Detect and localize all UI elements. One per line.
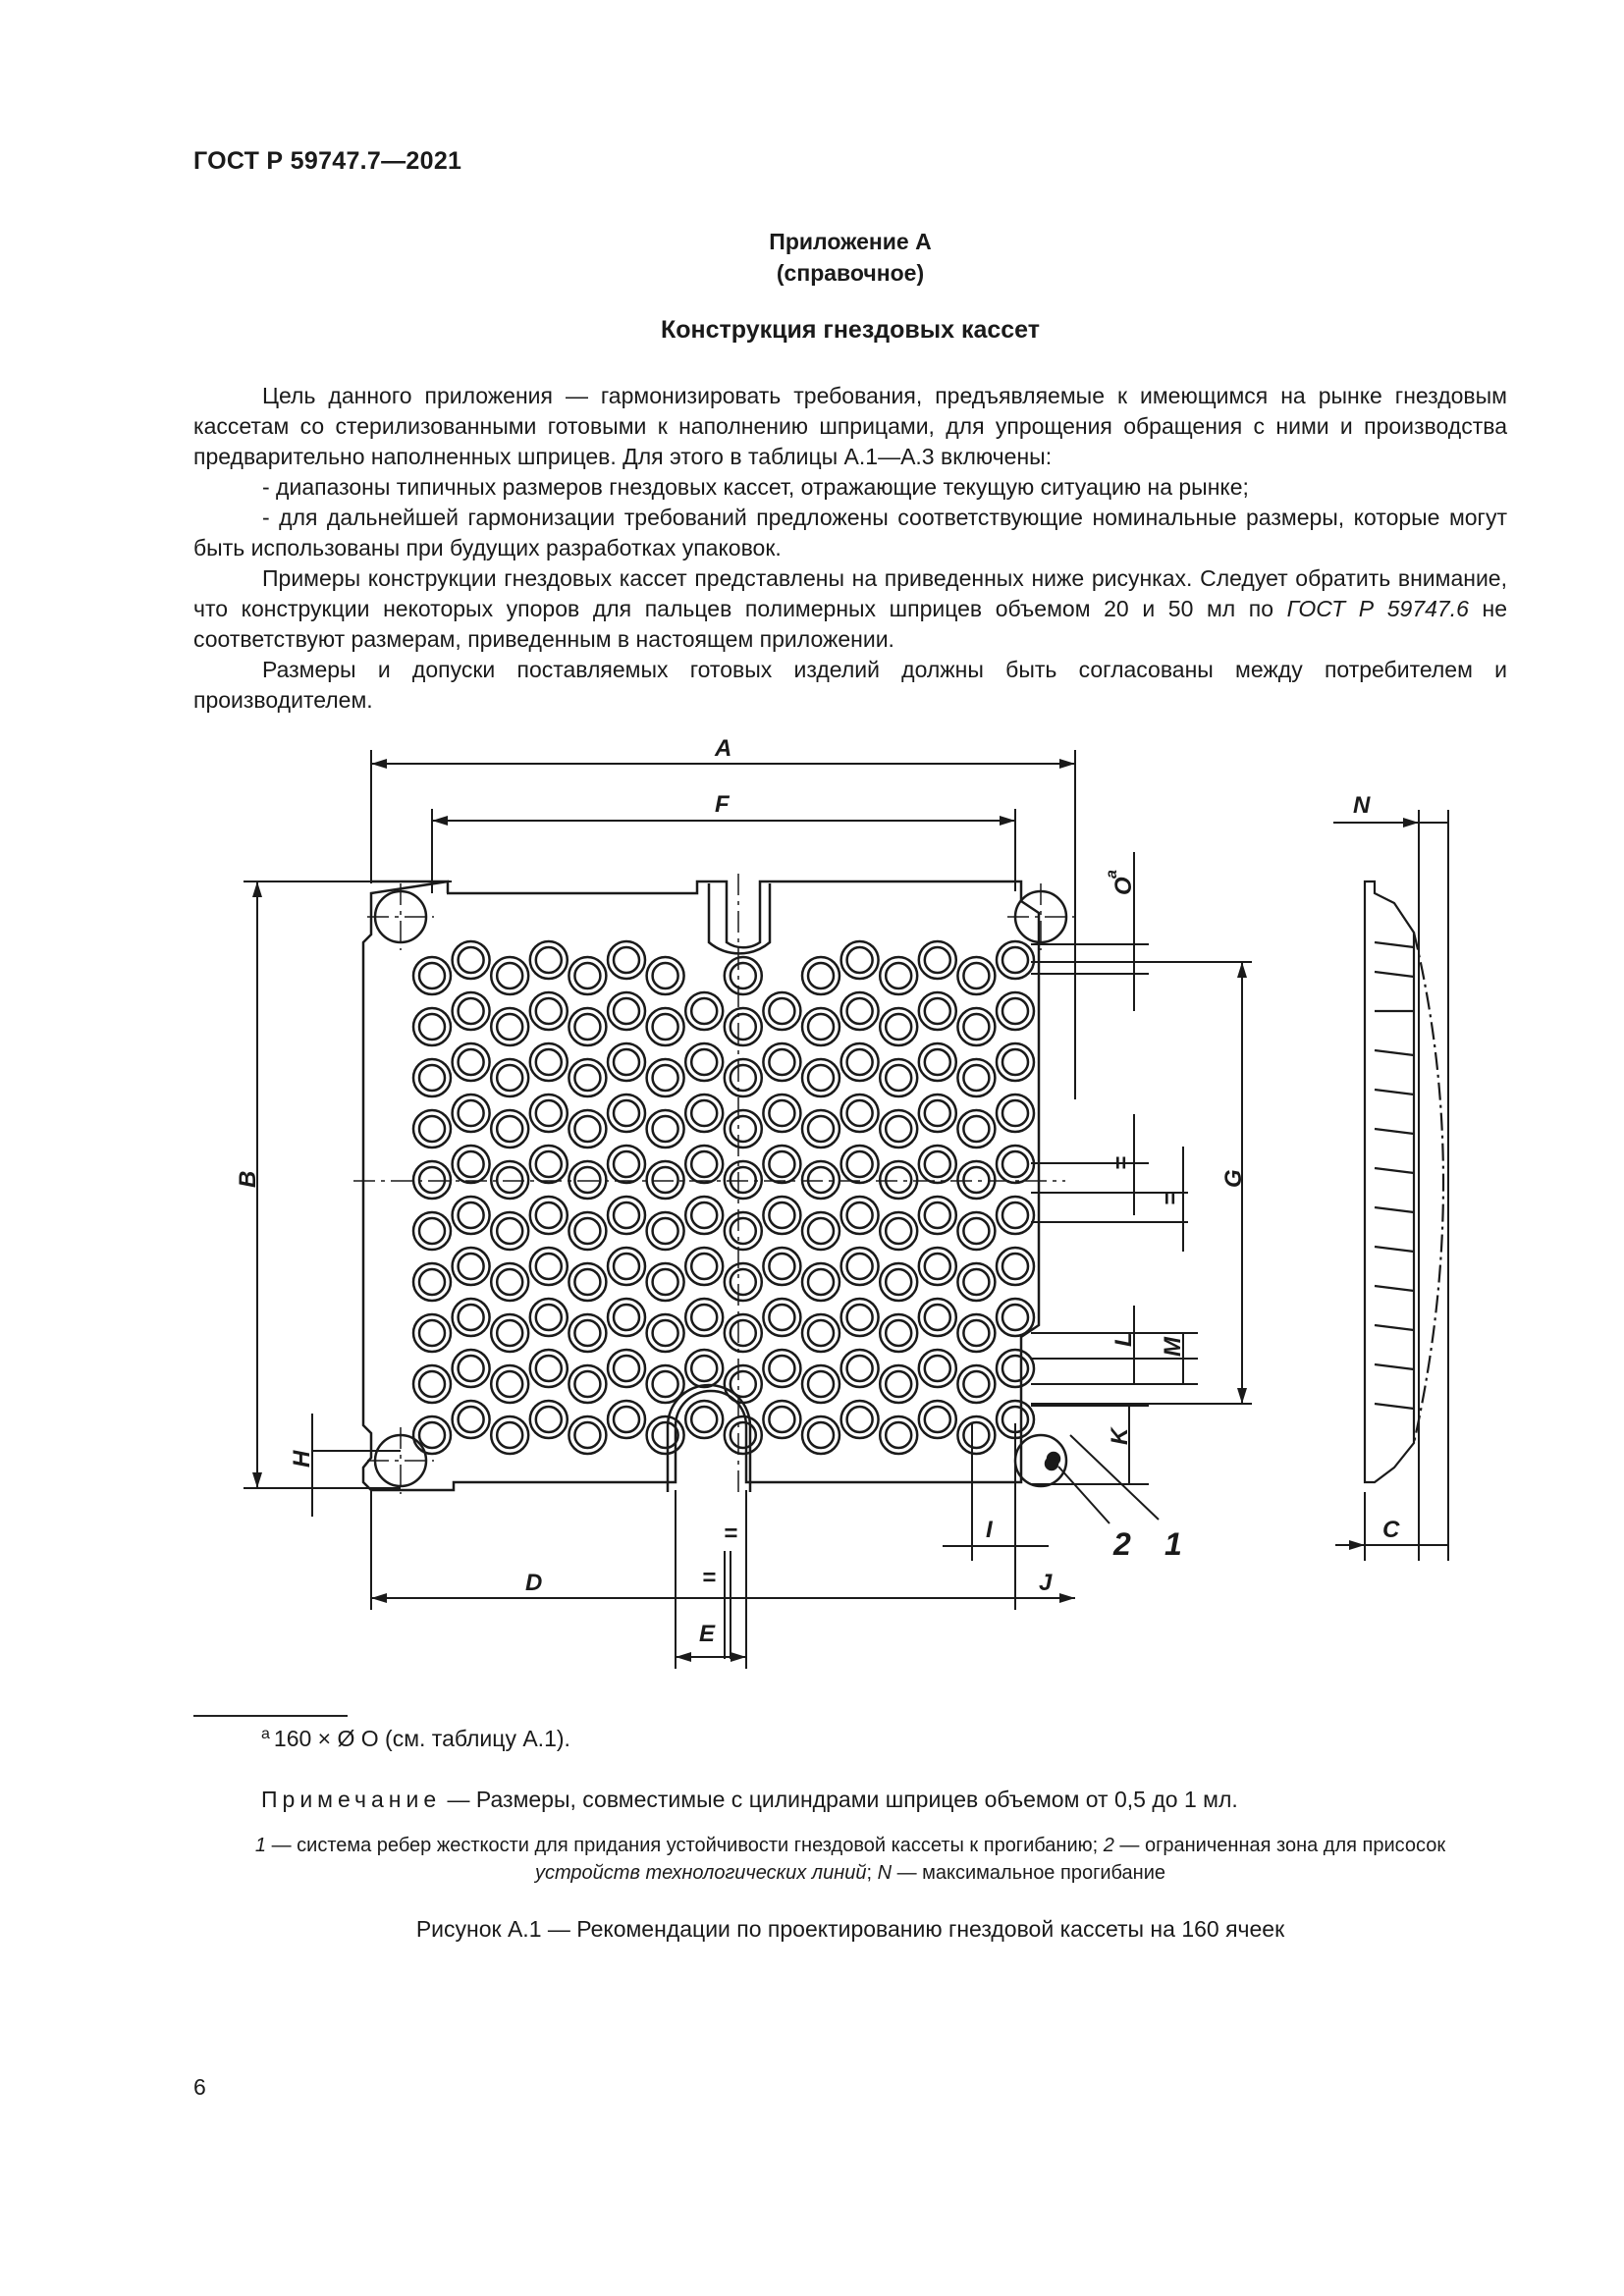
nest-hole-inner — [574, 963, 600, 988]
nest-hole-inner — [419, 1371, 445, 1397]
nest-hole-inner — [536, 1407, 562, 1432]
equal-sign-4: = — [702, 1565, 717, 1591]
nest-hole-inner — [574, 1269, 600, 1295]
list-item-2: - для дальнейшей гармонизации требований предложены соответствующие номинальные размеры, которые могут быть использованы при будущих разработках упаковок. — [193, 505, 1507, 561]
nest-hole-inner — [963, 1371, 989, 1397]
nest-hole-inner — [1002, 1254, 1028, 1279]
nest-hole-inner — [614, 1100, 639, 1126]
nest-hole-inner — [497, 1269, 522, 1295]
nest-hole-inner — [731, 1065, 756, 1091]
section-title: Конструкция гнездовых кассет — [661, 316, 1040, 344]
nest-hole-inner — [731, 1167, 756, 1193]
nest-hole-inner — [808, 1014, 834, 1040]
nest-hole-inner — [691, 1407, 717, 1432]
nest-hole-inner — [574, 1371, 600, 1397]
nest-hole-inner — [536, 1100, 562, 1126]
dim-label-i: I — [986, 1517, 993, 1543]
nest-hole-inner — [614, 1356, 639, 1381]
nest-hole-inner — [963, 1422, 989, 1448]
paragraph-3: Размеры и допуски поставляемых готовых изделий должны быть согласованы между потребителем и производителем. — [193, 657, 1507, 713]
nest-hole-inner — [497, 1320, 522, 1346]
nest-hole-inner — [419, 1422, 445, 1448]
nest-hole-inner — [614, 1254, 639, 1279]
nest-hole-inner — [847, 998, 873, 1024]
nest-hole-inner — [769, 1202, 794, 1228]
nest-hole-inner — [731, 1320, 756, 1346]
nest-hole-inner — [886, 963, 911, 988]
nest-hole-inner — [459, 1100, 484, 1126]
dim-label-o: O — [1110, 877, 1137, 895]
dim-label-o-sup: a — [1104, 870, 1120, 879]
arrowheads — [252, 759, 1419, 1662]
nest-hole-inner — [574, 1422, 600, 1448]
nest-hole-inner — [419, 1065, 445, 1091]
nest-hole-inner — [614, 998, 639, 1024]
nest-hole-inner — [419, 1167, 445, 1193]
nest-hole-inner — [653, 1320, 678, 1346]
nest-hole-inner — [886, 1116, 911, 1142]
nest-hole-inner — [691, 1356, 717, 1381]
nest-hole-inner — [497, 1371, 522, 1397]
paragraph-1: Цель данного приложения — гармонизировать требования, предъявляемые к имеющимся на рынке гнездовым кассетам со стерилизованными готовыми к наполнению шприцами, для упрощения обращения с ними и производства предварительно наполненных шприцев. Для этого в таблицы А.1—А.3 включены: — [193, 383, 1507, 469]
nest-hole-inner — [653, 1167, 678, 1193]
nest-hole-inner — [459, 998, 484, 1024]
nest-hole-inner — [653, 1371, 678, 1397]
nest-hole-inner — [847, 1202, 873, 1228]
list-item-1: - диапазоны типичных размеров гнездовых кассет, отражающие текущую ситуацию на рынке; — [262, 474, 1249, 500]
footnote: $^a$ 160 × Ø O (см. таблицу А.1). — [261, 1726, 570, 1751]
nest-hole-inner — [731, 1422, 756, 1448]
footnote-separator — [193, 1715, 348, 1717]
nest-hole-inner — [419, 963, 445, 988]
nest-hole-inner — [691, 1202, 717, 1228]
nest-hole-inner — [769, 1049, 794, 1075]
dim-label-n: N — [1353, 792, 1371, 819]
nest-hole-inner — [808, 1422, 834, 1448]
nest-hole-inner — [614, 947, 639, 973]
nest-hole-inner — [459, 1407, 484, 1432]
dim-label-d: D — [525, 1570, 543, 1596]
nest-hole-inner — [808, 963, 834, 988]
nest-hole-inner — [963, 1218, 989, 1244]
nest-hole-inner — [808, 1218, 834, 1244]
nest-hole-inner — [497, 1422, 522, 1448]
nest-hole-inner — [419, 1320, 445, 1346]
nest-hole-inner — [653, 1422, 678, 1448]
dim-label-l: L — [1110, 1332, 1137, 1347]
nest-hole-inner — [886, 1371, 911, 1397]
nest-hole-inner — [731, 1014, 756, 1040]
nest-hole-inner — [769, 1356, 794, 1381]
dim-label-c: C — [1382, 1517, 1400, 1543]
nest-hole-inner — [769, 998, 794, 1024]
nest-hole-inner — [963, 1167, 989, 1193]
dim-label-m: M — [1160, 1337, 1186, 1357]
nest-hole-inner — [847, 1305, 873, 1330]
nest-hole-inner — [653, 1014, 678, 1040]
nest-hole-inner — [574, 1320, 600, 1346]
nest-hole-inner — [925, 1356, 950, 1381]
nest-hole-inner — [808, 1269, 834, 1295]
nest-hole-inner — [847, 1407, 873, 1432]
nest-hole-inner — [459, 1151, 484, 1177]
nest-hole-inner — [808, 1116, 834, 1142]
nest-hole-inner — [731, 963, 756, 988]
nest-hole-inner — [963, 1116, 989, 1142]
nest-hole-inner — [459, 1049, 484, 1075]
nest-hole-inner — [847, 1049, 873, 1075]
nest-hole-inner — [1002, 1356, 1028, 1381]
dim-label-e: E — [699, 1621, 716, 1647]
nest-hole-inner — [847, 1356, 873, 1381]
nest-hole-inner — [459, 1254, 484, 1279]
nest-hole-inner — [731, 1116, 756, 1142]
nest-hole-inner — [886, 1065, 911, 1091]
nest-hole-inner — [419, 1218, 445, 1244]
nest-hole-inner — [691, 1254, 717, 1279]
document-code-header: ГОСТ Р 59747.7—2021 — [193, 147, 462, 175]
nest-hole-inner — [614, 1151, 639, 1177]
nest-hole-inner — [497, 963, 522, 988]
nest-hole-inner — [653, 1065, 678, 1091]
nest-hole-inner — [536, 1049, 562, 1075]
nest-hole-inner — [497, 1014, 522, 1040]
nest-hole-inner — [925, 1049, 950, 1075]
nest-hole-inner — [808, 1320, 834, 1346]
standard-reference: ГОСТ Р 59747.6 — [1286, 596, 1469, 621]
nest-hole-inner — [886, 1167, 911, 1193]
nest-hole-inner — [691, 1100, 717, 1126]
nest-hole-inner — [614, 1305, 639, 1330]
nest-hole-inner — [1002, 947, 1028, 973]
dim-label-h: H — [289, 1450, 315, 1468]
dim-label-f: F — [715, 791, 730, 818]
callout-1: 1 — [1164, 1526, 1182, 1562]
nest-hole-inner — [769, 1151, 794, 1177]
nest-hole-inner — [808, 1065, 834, 1091]
nest-hole-inner — [886, 1422, 911, 1448]
nest-hole-inner — [574, 1065, 600, 1091]
nest-hole-inner — [925, 1305, 950, 1330]
nest-hole-inner — [886, 1320, 911, 1346]
nest-hole-inner — [536, 1151, 562, 1177]
nest-holes — [413, 941, 1034, 1454]
paragraph-2: Примеры конструкции гнездовых кассет представлены на приведенных ниже рисунках. Следует обратить внимание, что конструкции некоторых упоров для пальцев полимерных шприцев объемом 20 и 50 мл по ГОСТ Р 59747.6 не соответствуют размерам, приведенным в настоящем приложении. — [193, 565, 1507, 652]
nest-hole-inner — [614, 1202, 639, 1228]
equal-sign-1: = — [1109, 1155, 1135, 1170]
nest-hole-inner — [925, 1100, 950, 1126]
nest-hole-inner — [497, 1218, 522, 1244]
nest-hole-inner — [459, 1305, 484, 1330]
nest-hole-inner — [459, 947, 484, 973]
nest-hole-inner — [963, 1065, 989, 1091]
nest-hole-inner — [1002, 1202, 1028, 1228]
nest-hole-inner — [574, 1014, 600, 1040]
nest-hole-inner — [497, 1116, 522, 1142]
nest-hole-inner — [419, 1269, 445, 1295]
nest-hole-inner — [497, 1065, 522, 1091]
nest-hole-inner — [1002, 1100, 1028, 1126]
nest-hole-inner — [536, 998, 562, 1024]
nest-hole-inner — [925, 1254, 950, 1279]
nest-hole-inner — [769, 1407, 794, 1432]
figure-caption: Рисунок А.1 — Рекомендации по проектированию гнездовой кассеты на 160 ячеек — [415, 1916, 1285, 1942]
note: Примечание — Размеры, совместимые с цилиндрами шприцев объемом от 0,5 до 1 мл. — [261, 1787, 1238, 1812]
annex-subtitle: (справочное) — [776, 260, 925, 286]
nest-hole-inner — [808, 1371, 834, 1397]
nest-hole-inner — [1002, 998, 1028, 1024]
nest-hole-inner — [691, 1151, 717, 1177]
nest-hole-inner — [886, 1269, 911, 1295]
nest-hole-inner — [925, 947, 950, 973]
nest-hole-inner — [925, 1407, 950, 1432]
nest-hole-inner — [925, 1202, 950, 1228]
suction-point-2 — [1046, 1458, 1057, 1469]
nest-hole-inner — [847, 1100, 873, 1126]
nest-hole-inner — [574, 1116, 600, 1142]
nest-hole-inner — [808, 1167, 834, 1193]
nest-hole-inner — [536, 1202, 562, 1228]
nest-hole-inner — [691, 1305, 717, 1330]
nest-hole-inner — [497, 1167, 522, 1193]
nest-hole-inner — [1002, 1151, 1028, 1177]
nest-hole-inner — [536, 1254, 562, 1279]
nest-hole-inner — [769, 1100, 794, 1126]
nest-hole-inner — [459, 1202, 484, 1228]
dimension-lines — [244, 750, 1448, 1669]
dim-label-j: J — [1039, 1570, 1053, 1596]
nest-hole-inner — [419, 1116, 445, 1142]
equal-sign-2: = — [1158, 1191, 1184, 1205]
nest-hole-inner — [536, 1356, 562, 1381]
nest-hole-inner — [574, 1218, 600, 1244]
page-number: 6 — [193, 2074, 206, 2100]
nest-hole-inner — [653, 1116, 678, 1142]
nest-hole-inner — [731, 1269, 756, 1295]
nest-hole-inner — [925, 998, 950, 1024]
nest-hole-inner — [769, 1254, 794, 1279]
nest-hole-inner — [847, 1151, 873, 1177]
nest-hole-inner — [574, 1167, 600, 1193]
nest-hole-inner — [536, 1305, 562, 1330]
nest-hole-inner — [419, 1014, 445, 1040]
nest-hole-inner — [963, 963, 989, 988]
equal-sign-3: = — [724, 1521, 738, 1547]
nest-hole-inner — [614, 1407, 639, 1432]
annex-title: Приложение А — [769, 229, 932, 254]
nest-hole-inner — [847, 947, 873, 973]
nest-hole-inner — [691, 998, 717, 1024]
dim-label-b: B — [235, 1170, 261, 1188]
nest-hole-inner — [963, 1014, 989, 1040]
nest-hole-inner — [925, 1151, 950, 1177]
nest-hole-inner — [963, 1269, 989, 1295]
dim-label-k: K — [1107, 1427, 1133, 1445]
nest-hole-inner — [963, 1320, 989, 1346]
dim-label-a: A — [715, 735, 732, 762]
nest-hole-inner — [731, 1218, 756, 1244]
callout-2: 2 — [1113, 1526, 1131, 1562]
nest-hole-inner — [1002, 1305, 1028, 1330]
side-view — [1365, 881, 1443, 1482]
nest-hole-inner — [653, 963, 678, 988]
nest-hole-inner — [614, 1049, 639, 1075]
nest-hole-inner — [653, 1269, 678, 1295]
nest-hole-inner — [653, 1218, 678, 1244]
nest-hole-inner — [691, 1049, 717, 1075]
nest-hole-inner — [536, 947, 562, 973]
figure-key: 1 — система ребер жесткости для придания устойчивости гнездовой кассеты к прогибанию; 2 — ограниченная зона для присосок устройств технологических линий; N — максимальное прогибание — [254, 1835, 1446, 1884]
nest-hole-inner — [769, 1305, 794, 1330]
nest-hole-inner — [1002, 1049, 1028, 1075]
nest-hole-inner — [459, 1356, 484, 1381]
nest-hole-inner — [847, 1254, 873, 1279]
nest-hole-inner — [886, 1218, 911, 1244]
dim-label-g: G — [1220, 1169, 1247, 1188]
nest-hole-inner — [886, 1014, 911, 1040]
